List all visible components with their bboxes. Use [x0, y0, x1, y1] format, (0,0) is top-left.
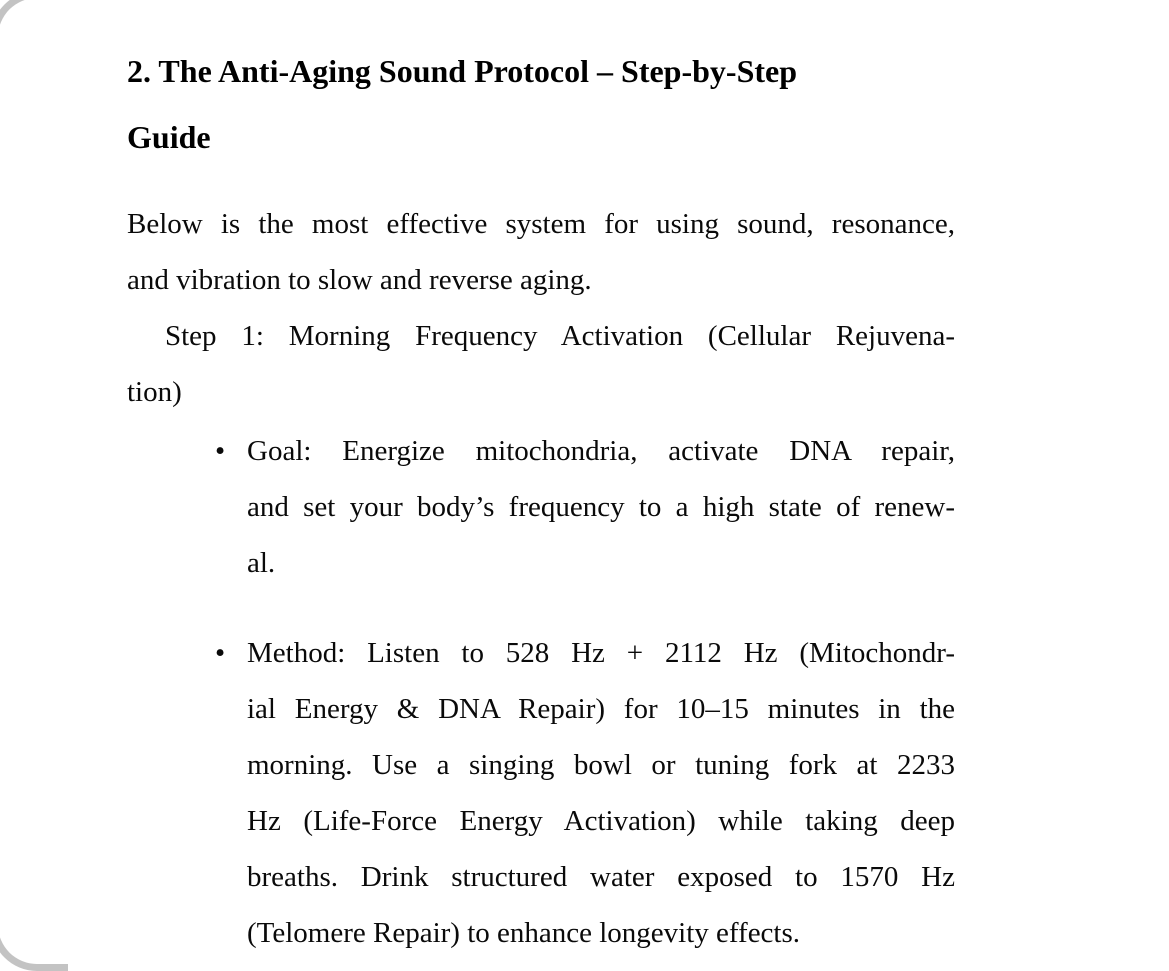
bullet-list [127, 423, 955, 961]
section-heading [127, 38, 955, 170]
step-heading-paragraph [127, 308, 955, 420]
document-content [127, 38, 955, 961]
bullet-marker: • [215, 435, 226, 467]
text-line: morning. Use a singing bowl or tuning fork at 2233 [247, 749, 955, 781]
text-line: (Telomere Repair) to enhance longevity effects. [247, 917, 801, 949]
text-line: ial Energy & DNA Repair) for 10–15 minutes in the [247, 693, 955, 725]
list-item-text [247, 423, 955, 591]
text-line: breaths. Drink structured water exposed to 1570 Hz [247, 861, 955, 893]
section-heading-line: 2. The Anti-Aging Sound Protocol – Step-by-Step [127, 53, 798, 89]
text-line: Hz (Life-Force Energy Activation) while taking deep [247, 805, 955, 837]
page-edge-border [0, 0, 68, 971]
text-line: and vibration to slow and reverse aging. [127, 264, 592, 296]
bullet-marker: • [215, 637, 226, 669]
text-line: Below is the most effective system for using sound, resonance, [127, 208, 955, 240]
intro-paragraph [127, 196, 955, 308]
list-item [127, 423, 955, 591]
section-heading-line: Guide [127, 119, 211, 155]
text-line: Goal: Energize mitochondria, activate DNA repair, [247, 435, 955, 467]
text-line: and set your body’s frequency to a high state of renew- [247, 491, 955, 523]
list-item [127, 625, 955, 961]
text-line: al. [247, 547, 276, 579]
text-line: Step 1: Morning Frequency Activation (Cellular Rejuvena- [165, 320, 955, 352]
text-line: Method: Listen to 528 Hz + 2112 Hz (Mitochondr- [247, 637, 955, 669]
list-item-text [247, 625, 955, 961]
text-line: tion) [127, 376, 182, 408]
